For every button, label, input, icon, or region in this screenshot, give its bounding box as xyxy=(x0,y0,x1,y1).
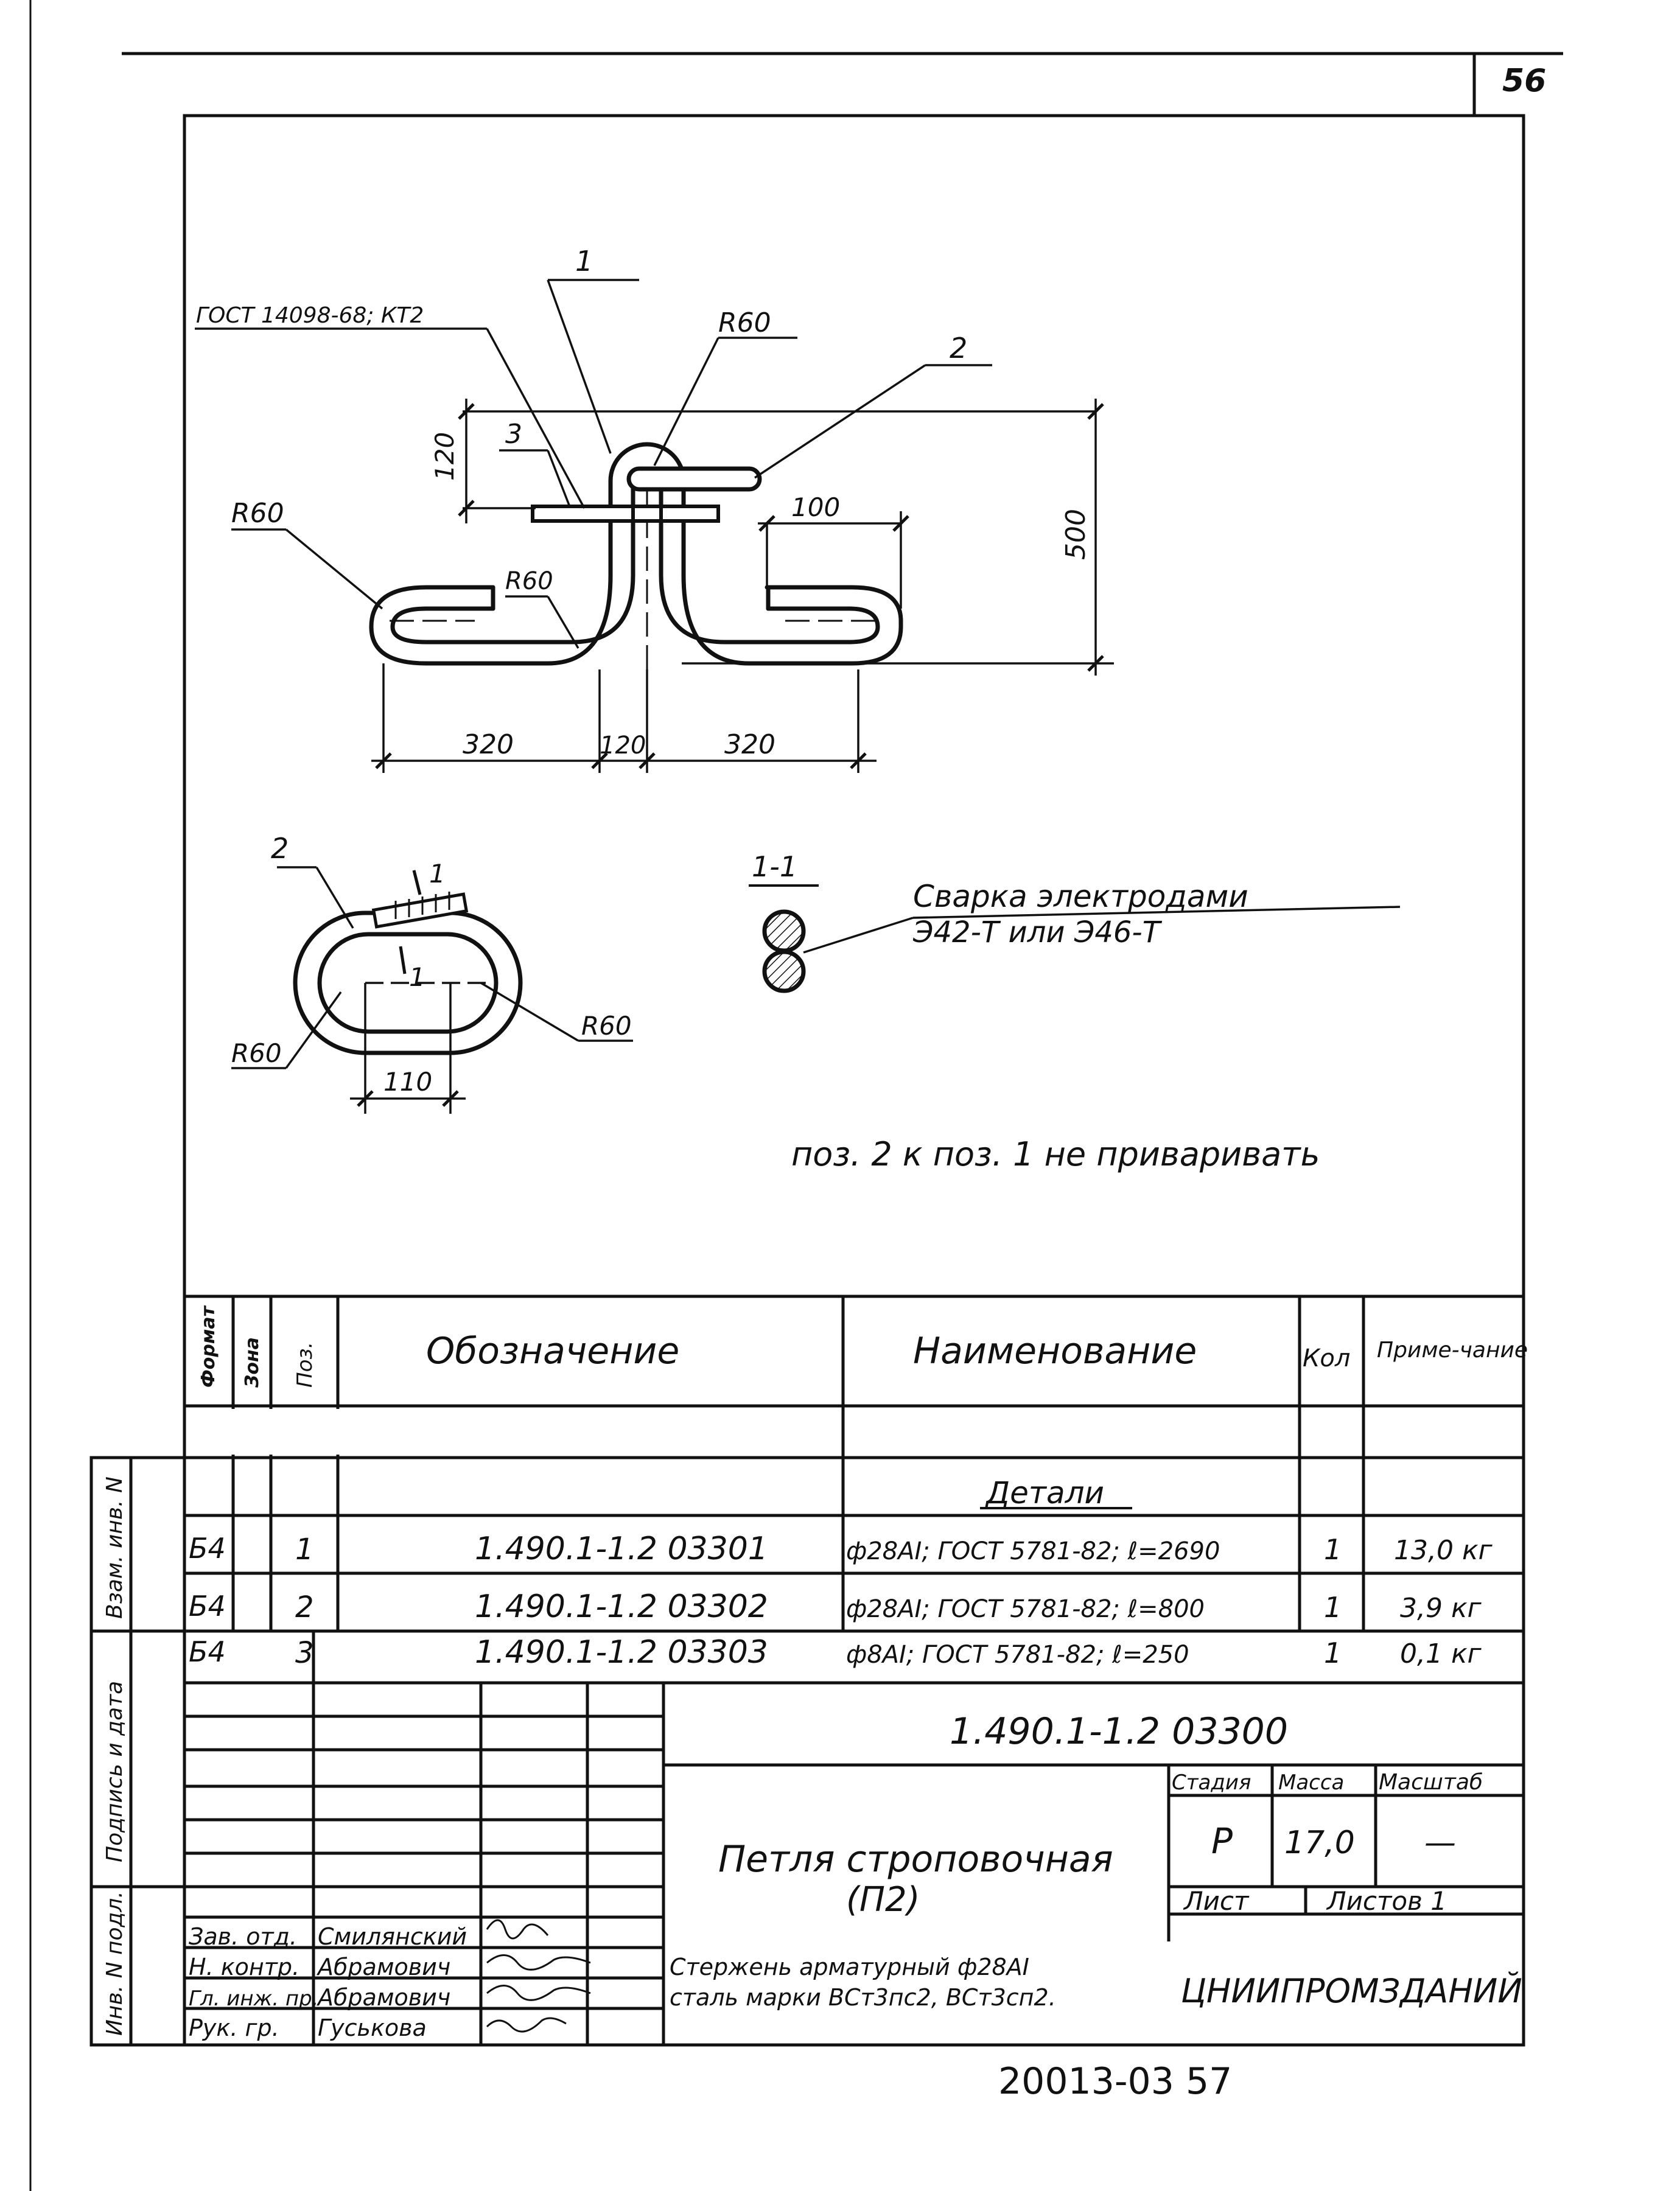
label-r60-left: R60 xyxy=(231,498,284,529)
ring-section-mark-top: 1 xyxy=(429,859,446,889)
bar-pos2 xyxy=(629,469,760,489)
row3-designation: 1.490.1-1.2 03303 xyxy=(475,1634,768,1671)
header-pos: Поз. xyxy=(293,1341,317,1388)
row2-note: 3,9 кг xyxy=(1400,1593,1482,1624)
stamp-inv-podl: Инв. N подл. xyxy=(102,1891,127,2036)
drawing-note: поз. 2 к поз. 1 не приваривать xyxy=(791,1135,1320,1173)
row3-name: ф8АI; ГОСТ 5781-82; ℓ=250 xyxy=(846,1641,1189,1669)
label-r60-top: R60 xyxy=(718,307,771,338)
label-dim-100: 100 xyxy=(791,492,841,522)
section-weld-line1: Сварка электродами xyxy=(913,879,1248,914)
stamp-vzam-inv: Взам. инв. N xyxy=(102,1476,127,1619)
signer1-role: Зав. отд. xyxy=(189,1923,297,1950)
row3-format: Б4 xyxy=(189,1635,226,1668)
label-gost-weld: ГОСТ 14098-68; КТ2 xyxy=(196,303,424,328)
section-title: 1-1 xyxy=(752,850,798,883)
row2-pos: 2 xyxy=(295,1590,314,1624)
stage-value: Р xyxy=(1211,1820,1233,1862)
row1-designation: 1.490.1-1.2 03301 xyxy=(475,1531,768,1567)
ring-label-pos2: 2 xyxy=(271,832,289,865)
row1-qty: 1 xyxy=(1324,1533,1342,1566)
row3-qty: 1 xyxy=(1324,1637,1342,1669)
material-line1: Стержень арматурный ф28АI xyxy=(670,1954,1029,1980)
spec-row-3 xyxy=(189,1634,1482,1671)
label-dim-120-vertical: 120 xyxy=(430,432,460,481)
material-line2: сталь марки ВСт3пс2, ВСт3сп2. xyxy=(670,1984,1056,2011)
section-weld-line2: Э42-Т или Э46-Т xyxy=(913,915,1161,949)
row2-name: ф28АI; ГОСТ 5781-82; ℓ=800 xyxy=(846,1595,1205,1623)
sheet-label: Лист xyxy=(1184,1886,1249,1916)
scale-value: — xyxy=(1424,1825,1456,1861)
signer4-name: Гуськова xyxy=(318,2015,427,2041)
plate-pos3 xyxy=(533,506,718,521)
scale-label: Масштаб xyxy=(1379,1770,1483,1795)
organization: ЦНИИПРОМЗДАНИЙ xyxy=(1181,1972,1522,2010)
signer3-role: Гл. инж. пр. xyxy=(189,1987,319,2011)
signers xyxy=(189,1923,467,2041)
row2-format: Б4 xyxy=(189,1590,226,1623)
sheets-label: Листов 1 xyxy=(1327,1886,1447,1916)
doc-number: 1.490.1-1.2 03300 xyxy=(950,1710,1289,1753)
ring-label-r60-left: R60 xyxy=(231,1038,282,1068)
row2-designation: 1.490.1-1.2 03302 xyxy=(475,1588,768,1625)
header-name: Наименование xyxy=(913,1330,1197,1372)
footer-code: 20013-03 57 xyxy=(998,2060,1233,2103)
signer3-name: Абрамович xyxy=(318,1984,451,2011)
signer1-name: Смилянский xyxy=(318,1923,467,1950)
ring-section-mark-bottom: 1 xyxy=(409,962,425,992)
label-pos1: 1 xyxy=(575,245,593,278)
spec-row-1 xyxy=(189,1531,1493,1567)
row1-pos: 1 xyxy=(295,1532,314,1567)
row3-pos: 3 xyxy=(295,1636,314,1670)
label-pos2: 2 xyxy=(950,332,968,365)
spec-row-2 xyxy=(189,1588,1482,1625)
section-bars xyxy=(765,912,803,991)
signatures xyxy=(487,1920,590,2032)
signer2-role: Н. контр. xyxy=(189,1954,300,1980)
label-dim-500: 500 xyxy=(1060,509,1091,560)
sheet-number: 56 xyxy=(1502,63,1547,99)
header-zone: Зона xyxy=(242,1337,263,1388)
label-dim-320-right: 320 xyxy=(724,729,775,760)
label-r60-inner: R60 xyxy=(505,567,553,595)
stamp-podpis-data: Подпись и дата xyxy=(102,1680,127,1862)
row3-note: 0,1 кг xyxy=(1400,1638,1482,1669)
signer4-role: Рук. гр. xyxy=(189,2015,279,2041)
label-pos3: 3 xyxy=(505,419,522,450)
ring-label-dim-110: 110 xyxy=(383,1067,433,1097)
signer2-name: Абрамович xyxy=(318,1954,451,1980)
title-line1: Петля строповочная xyxy=(718,1838,1113,1881)
ring-weld xyxy=(374,894,467,927)
mass-value: 17,0 xyxy=(1284,1825,1355,1861)
row1-name: ф28АI; ГОСТ 5781-82; ℓ=2690 xyxy=(846,1537,1220,1565)
main-dimensions xyxy=(195,280,1114,773)
row1-format: Б4 xyxy=(189,1532,226,1565)
stage-label: Стадия xyxy=(1172,1770,1251,1795)
mass-label: Масса xyxy=(1278,1770,1345,1795)
header-format: Формат xyxy=(198,1306,219,1388)
header-note: Приме-чание xyxy=(1377,1338,1528,1363)
row2-qty: 1 xyxy=(1324,1591,1342,1624)
ring-label-r60-right: R60 xyxy=(581,1011,632,1041)
header-designation: Обозначение xyxy=(426,1330,680,1372)
section-title-details: Детали xyxy=(986,1475,1105,1511)
header-qty: Кол xyxy=(1303,1344,1351,1372)
label-dim-320-left: 320 xyxy=(463,729,514,760)
row1-note: 13,0 кг xyxy=(1394,1535,1493,1566)
label-dim-120-horizontal: 120 xyxy=(600,732,646,760)
title-line2: (П2) xyxy=(846,1880,920,1920)
